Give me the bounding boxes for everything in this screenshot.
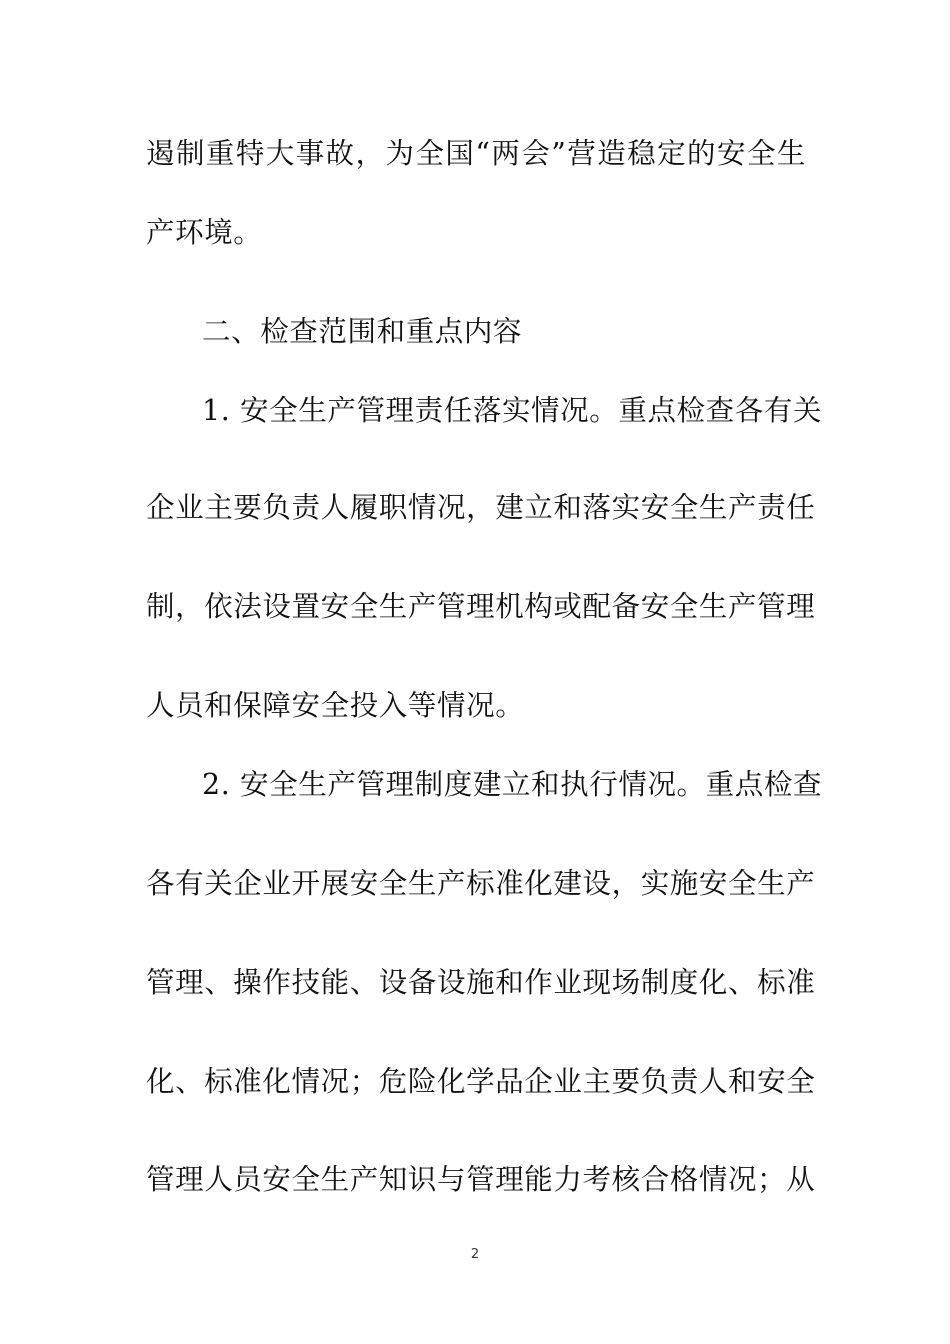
body-text-line: 遏制重特大事故，为全国“两会”营造稳定的安全生 — [146, 137, 806, 170]
body-text-line: 管理、操作技能、设备设施和作业现场制度化、标准 — [146, 966, 816, 999]
section-heading: 二、检查范围和重点内容 — [202, 315, 523, 348]
body-text-line: 各有关企业开展安全生产标准化建设，实施安全生产 — [146, 867, 816, 900]
page-number: 2 — [470, 1247, 480, 1262]
body-text-line: 管理人员安全生产知识与管理能力考核合格情况；从 — [146, 1163, 816, 1196]
body-text-line: 1. 安全生产管理责任落实情况。重点检查各有关 — [202, 394, 823, 427]
body-text-line: 2. 安全生产管理制度建立和执行情况。重点检查 — [202, 768, 823, 801]
body-text-line: 产环境。 — [146, 216, 263, 249]
body-text-line: 制，依法设置安全生产管理机构或配备安全生产管理 — [146, 590, 816, 623]
body-text-line: 化、标准化情况；危险化学品企业主要负责人和安全 — [146, 1065, 816, 1098]
body-text-line: 企业主要负责人履职情况，建立和落实安全生产责任 — [146, 491, 816, 524]
body-text-line: 人员和保障安全投入等情况。 — [146, 689, 525, 722]
